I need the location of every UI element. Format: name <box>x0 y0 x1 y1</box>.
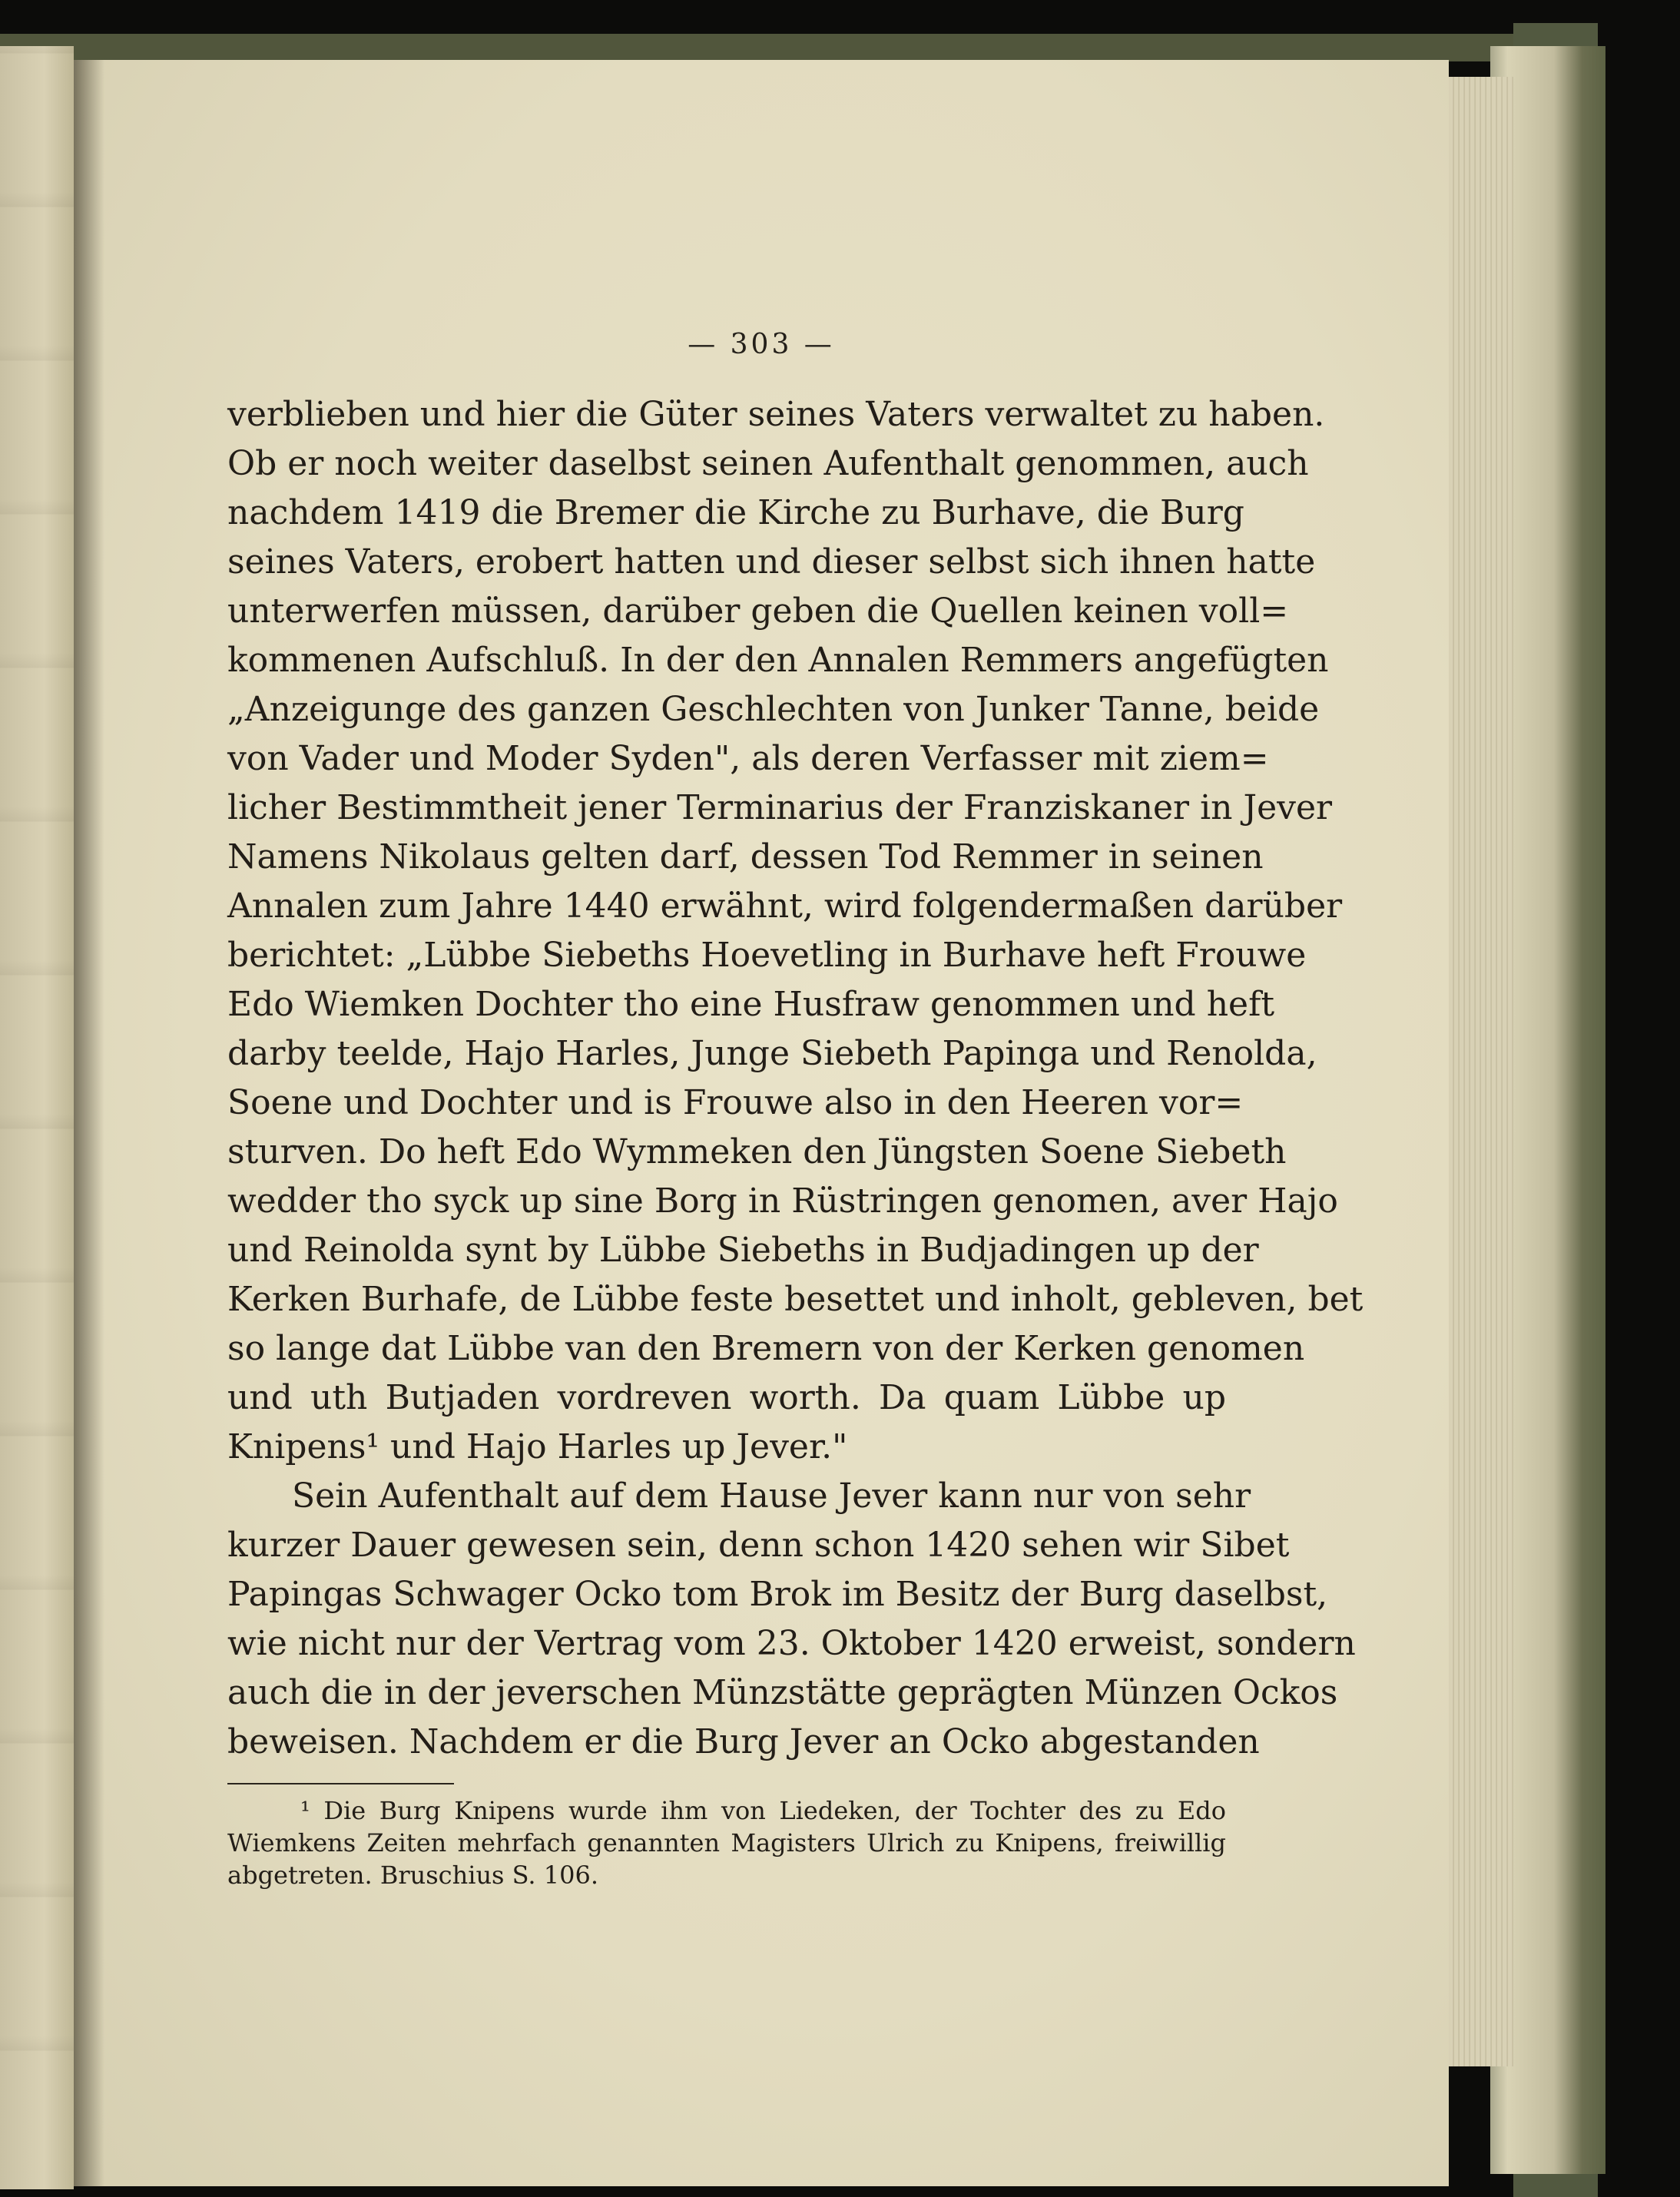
text-line: „Anzeigunge des ganzen Geschlechten von Junker Tanne, beide <box>227 690 1320 729</box>
text-line: Namens Nikolaus gelten darf, dessen Tod Remmer in seinen <box>227 837 1264 876</box>
left-page-margin <box>0 46 74 2189</box>
page-number: — 303 — <box>688 329 835 360</box>
book-cover-top <box>0 34 1552 61</box>
footnote <box>227 1794 1226 1891</box>
text-line: kommenen Aufschluß. In der den Annalen Remmers angefügten <box>227 641 1329 680</box>
text-line: Knipens¹ und Hajo Harles up Jever." <box>227 1427 848 1466</box>
text-line: von Vader und Moder Syden", als deren Verfasser mit ziem= <box>227 739 1269 778</box>
text-line: Soene und Dochter und is Frouwe also in den Heeren vor= <box>227 1083 1244 1122</box>
text-line: verblieben und hier die Güter seines Vaters verwaltet zu haben. <box>227 395 1325 434</box>
left-page-texture <box>0 46 74 2189</box>
book-page <box>74 60 1449 2186</box>
text-line: wie nicht nur der Vertrag vom 23. Oktober 1420 erweist, sondern <box>227 1624 1356 1663</box>
text-line: Papingas Schwager Ocko tom Brok im Besitz der Burg daselbst, <box>227 1575 1328 1614</box>
footnote-line: ¹ Die Burg Knipens wurde ihm von Liedeken, der Tochter des zu Edo <box>300 1796 1226 1825</box>
footnote-line: abgetreten. Bruschius S. 106. <box>227 1861 599 1890</box>
text-line: und uth Butjaden vordreven worth. Da quam Lübbe up <box>227 1378 1226 1417</box>
text-line: unterwerfen müssen, darüber geben die Quellen keinen voll= <box>227 592 1289 631</box>
text-line: nachdem 1419 die Bremer die Kirche zu Burhave, die Burg <box>227 493 1244 532</box>
text-line: Edo Wiemken Dochter tho eine Husfraw genommen und heft <box>227 985 1275 1024</box>
text-line: und Reinolda synt by Lübbe Siebeths in Budjadingen up der <box>227 1231 1259 1270</box>
text-line: so lange dat Lübbe van den Bremern von der Kerken genomen <box>227 1329 1305 1368</box>
body-text <box>227 390 1364 1767</box>
text-line: Sein Aufenthalt auf dem Hause Jever kann nur von sehr <box>292 1476 1251 1516</box>
footnote-line: Wiemkens Zeiten mehrfach genannten Magisters Ulrich zu Knipens, freiwillig <box>227 1828 1226 1857</box>
text-line: kurzer Dauer gewesen sein, denn schon 1420 sehen wir Sibet <box>227 1526 1290 1565</box>
text-line: darby teelde, Hajo Harles, Junge Siebeth Papinga und Renolda, <box>227 1034 1317 1073</box>
text-line: auch die in der jeverschen Münzstätte geprägten Münzen Ockos <box>227 1673 1338 1712</box>
text-line: berichtet: „Lübbe Siebeths Hoevetling in Burhave heft Frouwe <box>227 936 1307 975</box>
gutter-shadow <box>74 60 104 2186</box>
text-line: beweisen. Nachdem er die Burg Jever an Ocko abgestanden <box>227 1722 1260 1761</box>
text-line: wedder tho syck up sine Borg in Rüstringen genomen, aver Hajo <box>227 1181 1338 1221</box>
text-line: seines Vaters, erobert hatten und dieser selbst sich ihnen hatte <box>227 542 1316 582</box>
footnote-rule <box>227 1783 454 1784</box>
text-line: sturven. Do heft Edo Wymmeken den Jüngsten Soene Siebeth <box>227 1132 1287 1171</box>
text-line: Kerken Burhafe, de Lübbe feste besettet und inholt, gebleven, bet <box>227 1280 1364 1319</box>
page-stack-edge <box>1444 77 1513 2066</box>
text-line: Ob er noch weiter daselbst seinen Aufenthalt genommen, auch <box>227 444 1309 483</box>
text-line: licher Bestimmtheit jener Terminarius der Franziskaner in Jever <box>227 788 1333 827</box>
text-line: Annalen zum Jahre 1440 erwähnt, wird folgendermaßen darüber <box>227 886 1343 926</box>
